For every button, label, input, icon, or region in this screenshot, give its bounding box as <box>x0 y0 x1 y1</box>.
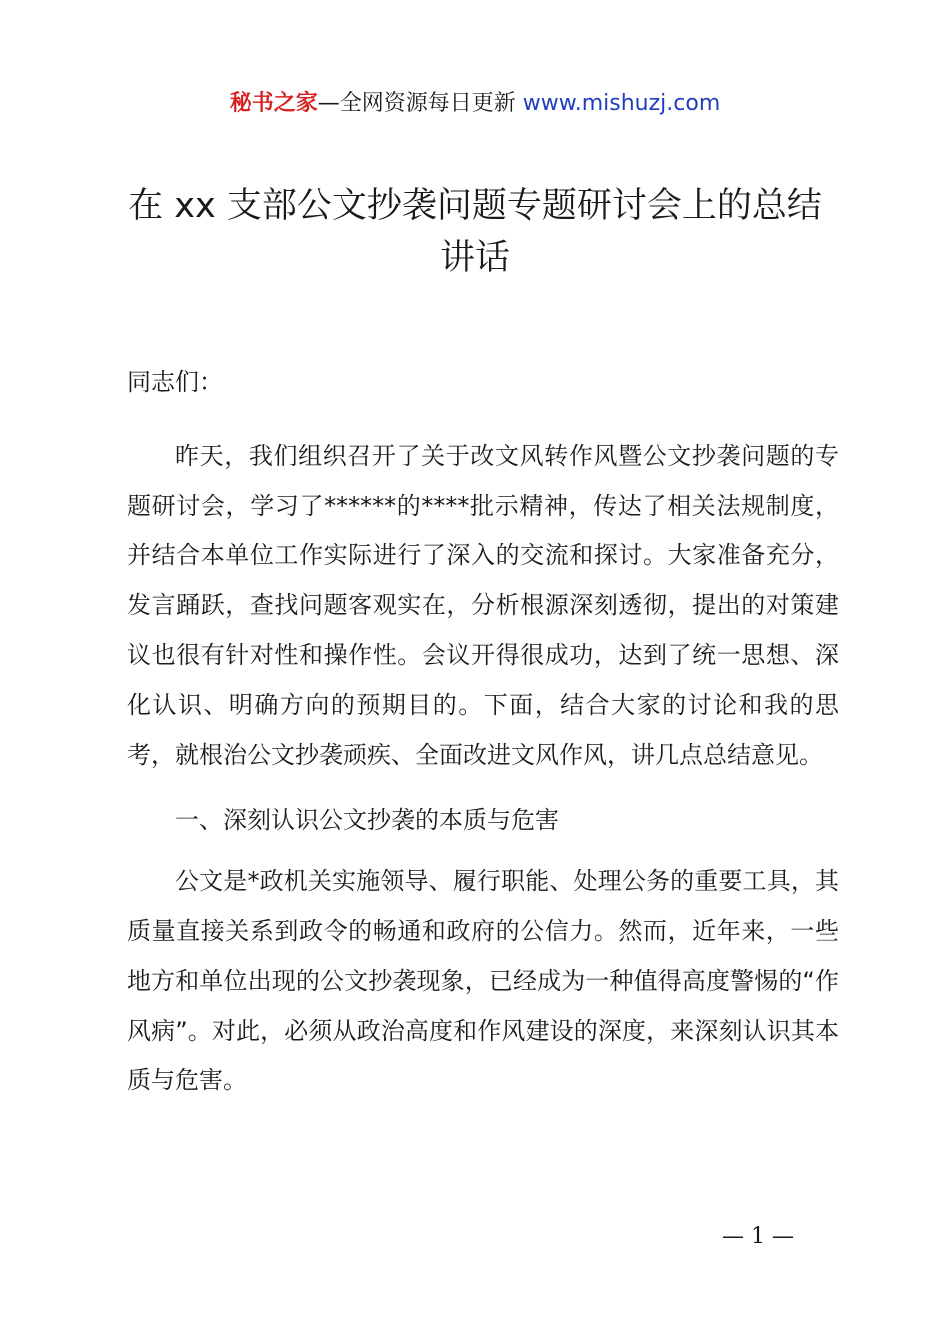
title-line-2: 讲话 <box>439 238 510 278</box>
site-url-link[interactable]: www.mishuzj.com <box>522 91 721 116</box>
salutation: 同志们： <box>127 368 223 396</box>
brand-name: 秘书之家 <box>229 91 318 116</box>
document-body <box>127 358 839 1122</box>
page-number: — 1 — <box>722 1224 794 1249</box>
site-header <box>0 88 950 120</box>
intro-paragraph: 昨天，我们组织召开了关于改文风转作风暨公文抄袭问题的专题研讨会，学习了******的****批示精神，传达了相关法规制度，并结合本单位工作实际进行了深入的交流和探讨。大家准备充分，发言踊跃，查找问题客观实在，分析根源深刻透彻，提出的对策建议也很有针对性和操作性。会议开得很成功，达到了统一思想、深化认识、明确方向的预期目的。下面，结合大家的讨论和我的思考，就根治公文抄袭顽疾、全面改进文风作风，讲几点总结意见。 <box>127 441 839 769</box>
title-line-1: 在 xx 支部公文抄袭问题专题研讨会上的总结 <box>128 186 822 226</box>
document-title <box>100 180 850 284</box>
section-heading-1: 一、深刻认识公文抄袭的本质与危害 <box>175 806 559 835</box>
section-1-paragraph: 公文是*政机关实施领导、履行职能、处理公务的重要工具，其质量直接关系到政令的畅通和政府的公信力。然而，近年来，一些地方和单位出现的公文抄袭现象，已经成为一种值得高度警惕的“作风病”。对此，必须从政治高度和作风建设的深度，来深刻认识其本质与危害。 <box>127 867 839 1095</box>
header-tagline: —全网资源每日更新 <box>317 91 523 116</box>
